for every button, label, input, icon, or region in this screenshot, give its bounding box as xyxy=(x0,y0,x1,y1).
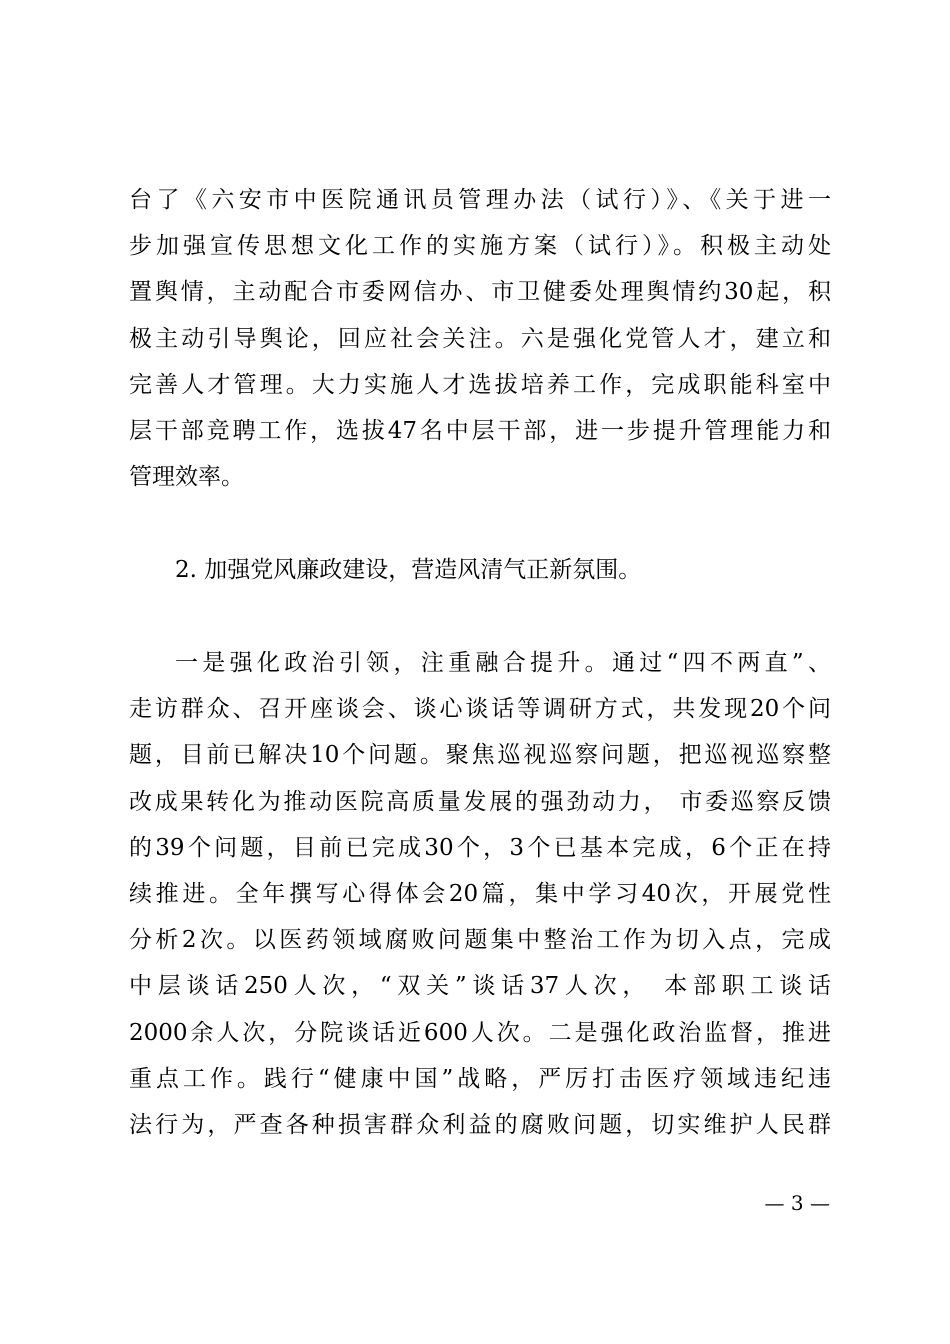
section-heading: 2. 加强党风廉政建设，营造风清气正新氛围。 xyxy=(175,557,642,583)
section-heading-block xyxy=(129,547,831,593)
page-number: — 3 — xyxy=(764,1191,830,1215)
text-line: 改成果转化为推动医院高质量发展的强劲动力， 市委巡察反馈 xyxy=(129,788,831,815)
text-line: 层干部竞聘工作，选拔47名中层干部，进一步提升管理能力和 xyxy=(129,417,831,444)
text-line: 走访群众、召开座谈会、谈心谈话等调研方式，共发现20个问 xyxy=(129,696,831,723)
text-line: 法行为，严查各种损害群众利益的腐败问题，切实维护人民群 xyxy=(129,1111,831,1138)
text-line: 置舆情，主动配合市委网信办、市卫健委处理舆情约30起，积 xyxy=(129,279,831,306)
text-line: 管理效率。 xyxy=(129,464,244,491)
text-line: 题，目前已解决10个问题。聚焦巡视巡察问题，把巡视巡察整 xyxy=(129,742,831,769)
text-line: 的39个问题，目前已完成30个，3个已基本完成，6个正在持 xyxy=(129,834,831,861)
text-line: 重点工作。践行“健康中国”战略，严厉打击医疗领域违纪违 xyxy=(129,1065,831,1092)
paragraph-continued xyxy=(129,177,831,500)
text-line: 步加强宣传思想文化工作的实施方案（试行）》。积极主动处 xyxy=(129,233,831,260)
text-line: 分析2次。以医药领域腐败问题集中整治工作为切入点，完成 xyxy=(129,927,831,954)
text-line: 2000余人次，分院谈话近600人次。二是强化政治监督，推进 xyxy=(129,1019,831,1046)
text-line: 中层谈话250人次，“双关”谈话37人次， 本部职工谈话 xyxy=(129,973,831,1000)
text-line: 极主动引导舆论，回应社会关注。六是强化党管人才，建立和 xyxy=(129,325,831,352)
text-line: 完善人才管理。大力实施人才选拔培养工作，完成职能科室中 xyxy=(129,371,831,398)
text-line: 续推进。全年撰写心得体会20篇，集中学习40次，开展党性 xyxy=(129,880,831,907)
text-line: 台了《六安市中医院通讯员管理办法（试行）》、《关于进一 xyxy=(129,187,831,213)
paragraph-main xyxy=(129,640,831,1148)
text-line: 一是强化政治引领，注重融合提升。通过“四不两直”、 xyxy=(175,650,831,676)
